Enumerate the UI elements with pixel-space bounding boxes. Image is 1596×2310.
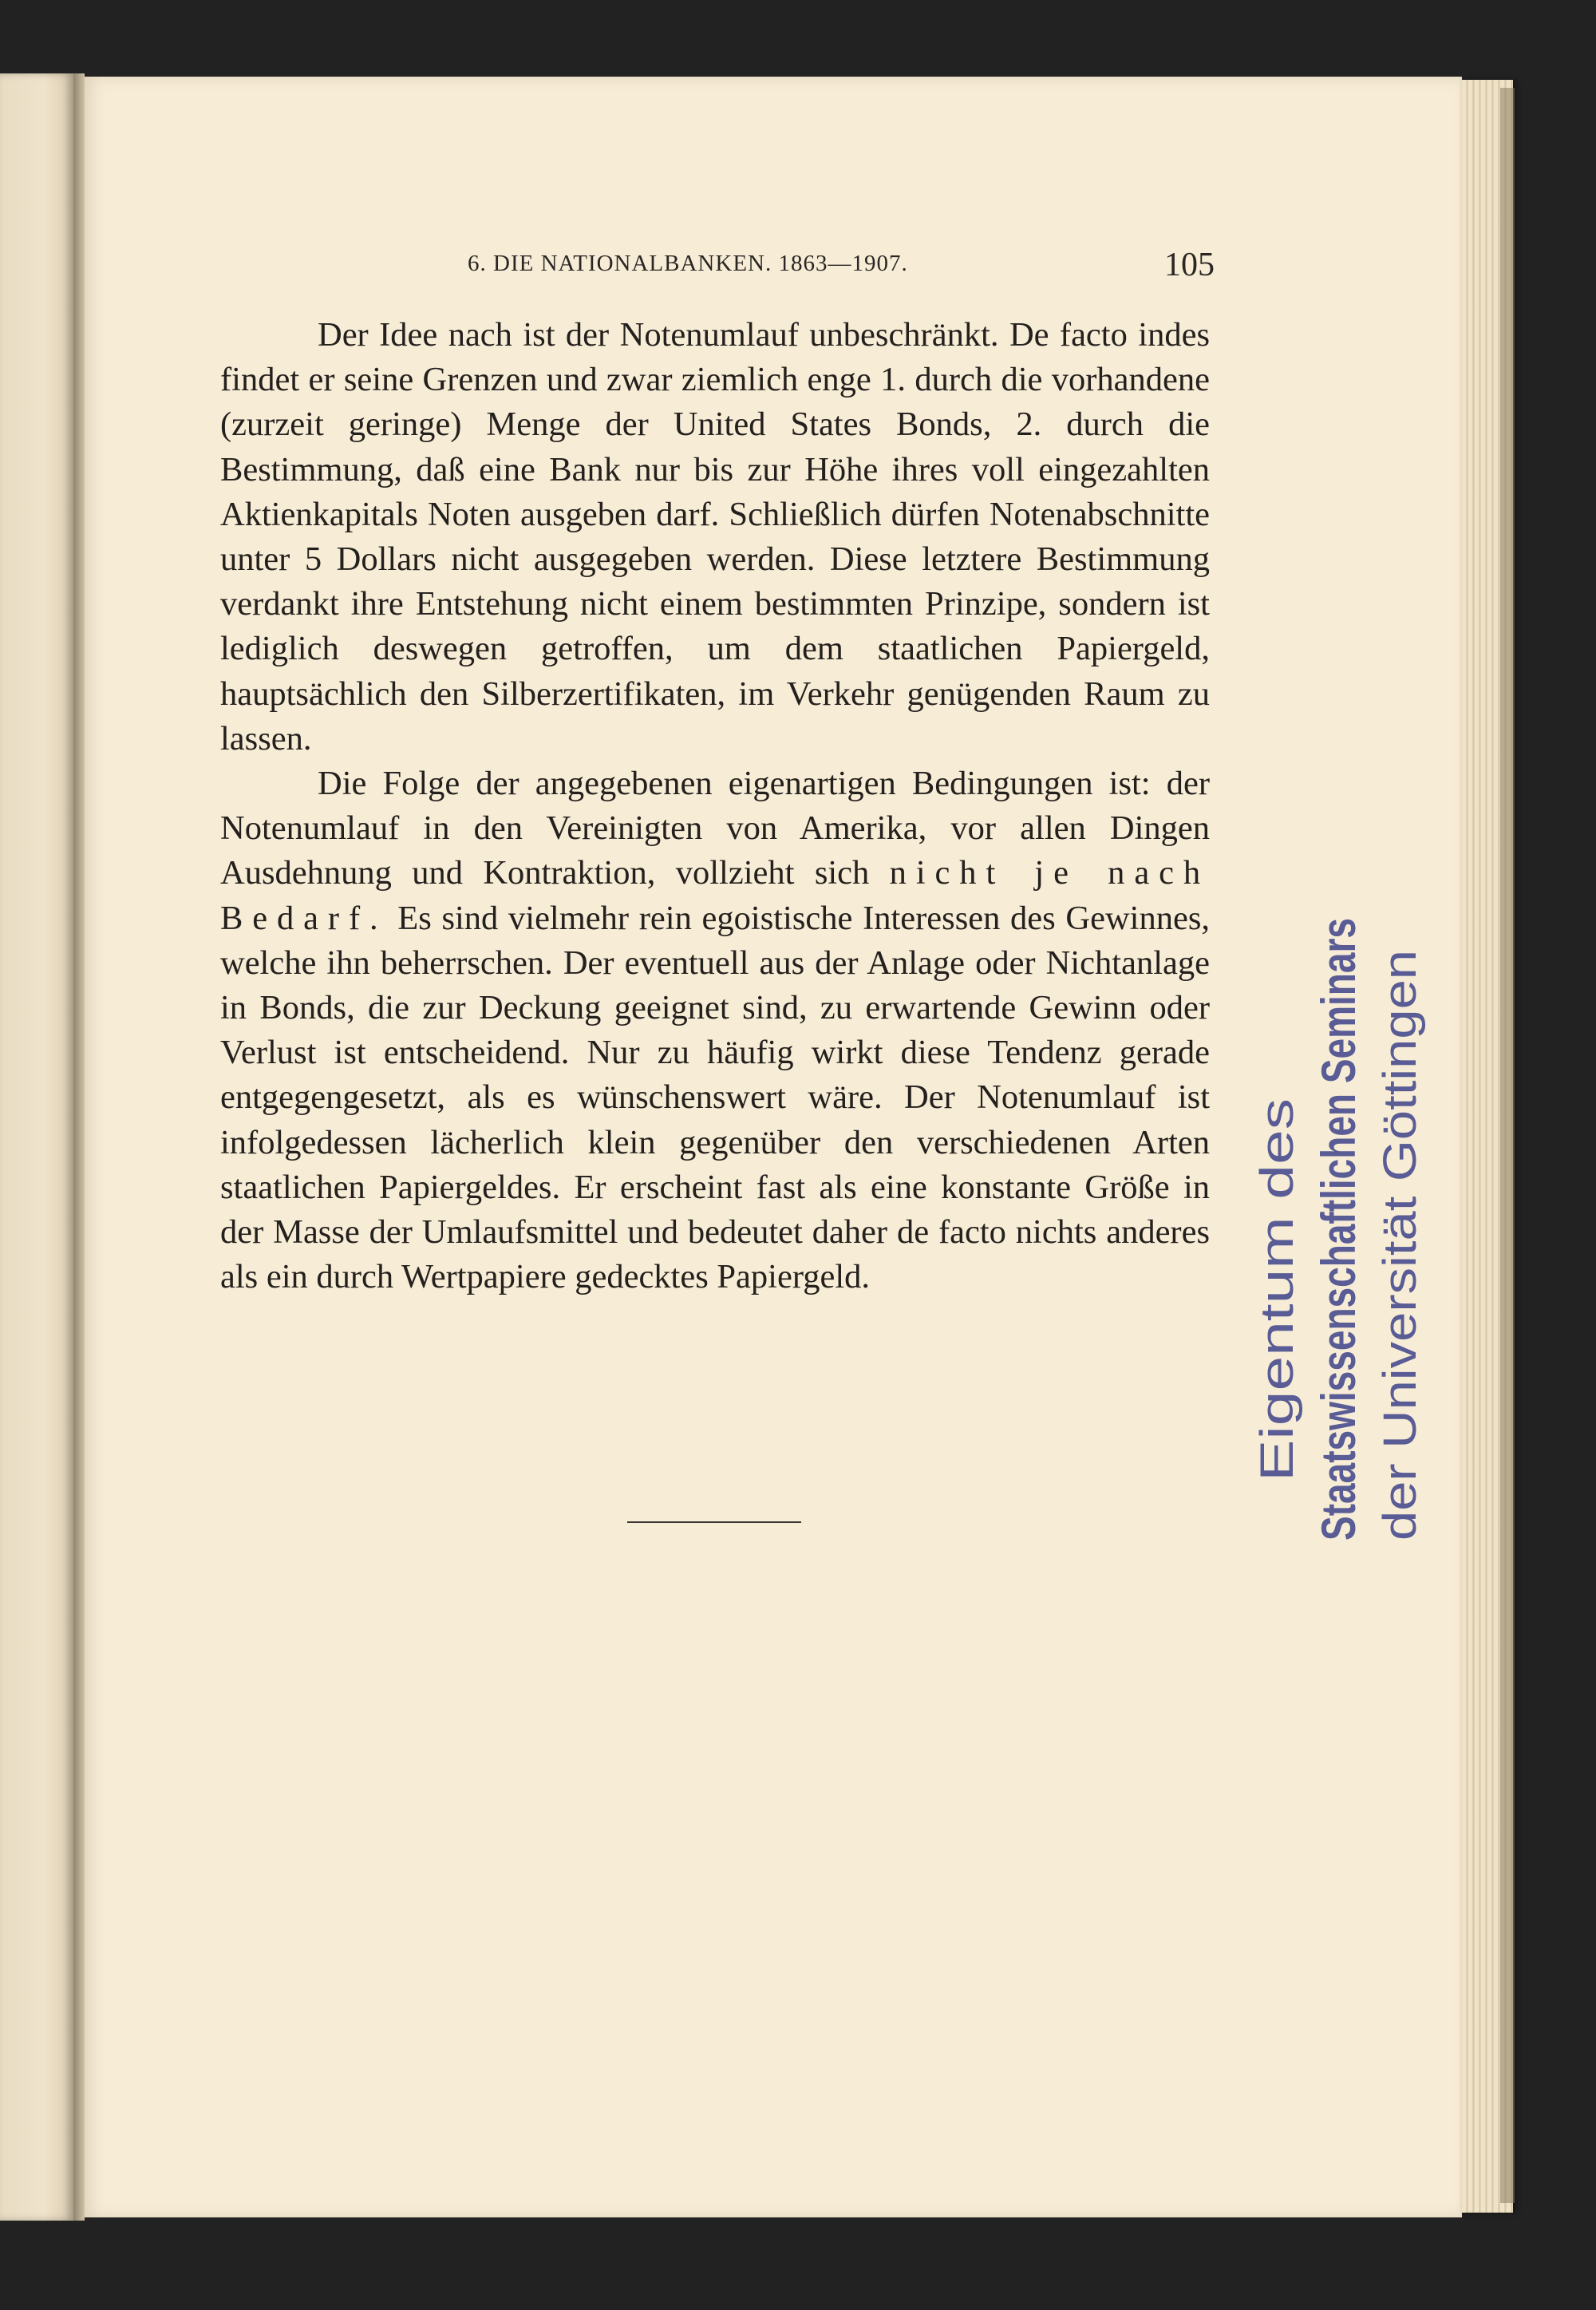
stamp-line-2: Staatswissenschaftlichen Seminars — [1312, 728, 1365, 1541]
book-gutter — [73, 73, 85, 2221]
library-stamp-graphic — [1245, 728, 1452, 1541]
paragraph-2-emphasis: nicht je nach Bedarf. — [220, 854, 1211, 937]
paragraph-1: Der Idee nach ist der Notenumlauf unbeschränkt. De facto indes findet er seine Grenzen und zwar ziemlich enge 1. durch die vorhandene (zurzeit geringe) Menge der United States Bonds, 2. durch die Bestimmung, daß eine Bank nur bis zur Höhe ihres voll eingezahlten Aktienkapitals Noten ausgeben darf. Schließlich dürfen Notenabschnitte unter 5 Dollars nicht ausgegeben werden. Diese letztere Bestimmung verdankt ihre Entstehung nicht einem bestimmten Prinzipe, sondern ist lediglich deswegen getroffen, um dem staatlichen Papiergeld, hauptsächlich den Silberzertifikaten, im Verkehr genügenden Raum zu lassen. — [220, 316, 1210, 757]
paragraph-2 — [220, 761, 1210, 1299]
stamp-line-1: Eigentum des — [1251, 1198, 1303, 1481]
running-head: 6. DIE NATIONALBANKEN. 1863—1907. — [468, 251, 908, 276]
paragraph-2-part-a: Die Folge der angegebenen eigenartigen Bedingungen ist: der Notenumlauf in den Vereinigten von Amerika, vor allen Dingen Ausdehnung und Kontraktion, vollzieht sich — [220, 765, 1210, 892]
page-number: 105 — [1164, 247, 1215, 283]
body-text — [220, 313, 1210, 1299]
facing-page-edge — [0, 73, 73, 2221]
paragraph-2-part-b: Es sind vielmehr rein egoistische Interessen des Gewinnes, welche ihn beherrschen. Der eventuell aus der Anlage oder Nichtanlage in Bonds, die zur Deckung geeignet sind, zu erwartende Gewinn oder Verlust ist entscheidend. Nur zu häufig wirkt diese Tendenz gerade entgegengesetzt, als es wünschenswert wäre. Der Notenumlauf ist infolgedessen lächerlich klein gegenüber den verschiedenen Arten staatlichen Papiergeldes. Er erscheint fast als eine konstante Größe in der Masse der Umlaufsmittel und bedeutet daher de facto nichts anderes als ein durch Wertpapiere gedecktes Papiergeld. — [220, 899, 1210, 1296]
stamp-line-3: der Universität Göttingen — [1374, 1028, 1426, 1541]
end-rule — [627, 1521, 801, 1523]
library-stamp — [1245, 728, 1452, 1541]
page-header — [468, 246, 1215, 286]
page-edge-shadow — [1500, 88, 1515, 2203]
